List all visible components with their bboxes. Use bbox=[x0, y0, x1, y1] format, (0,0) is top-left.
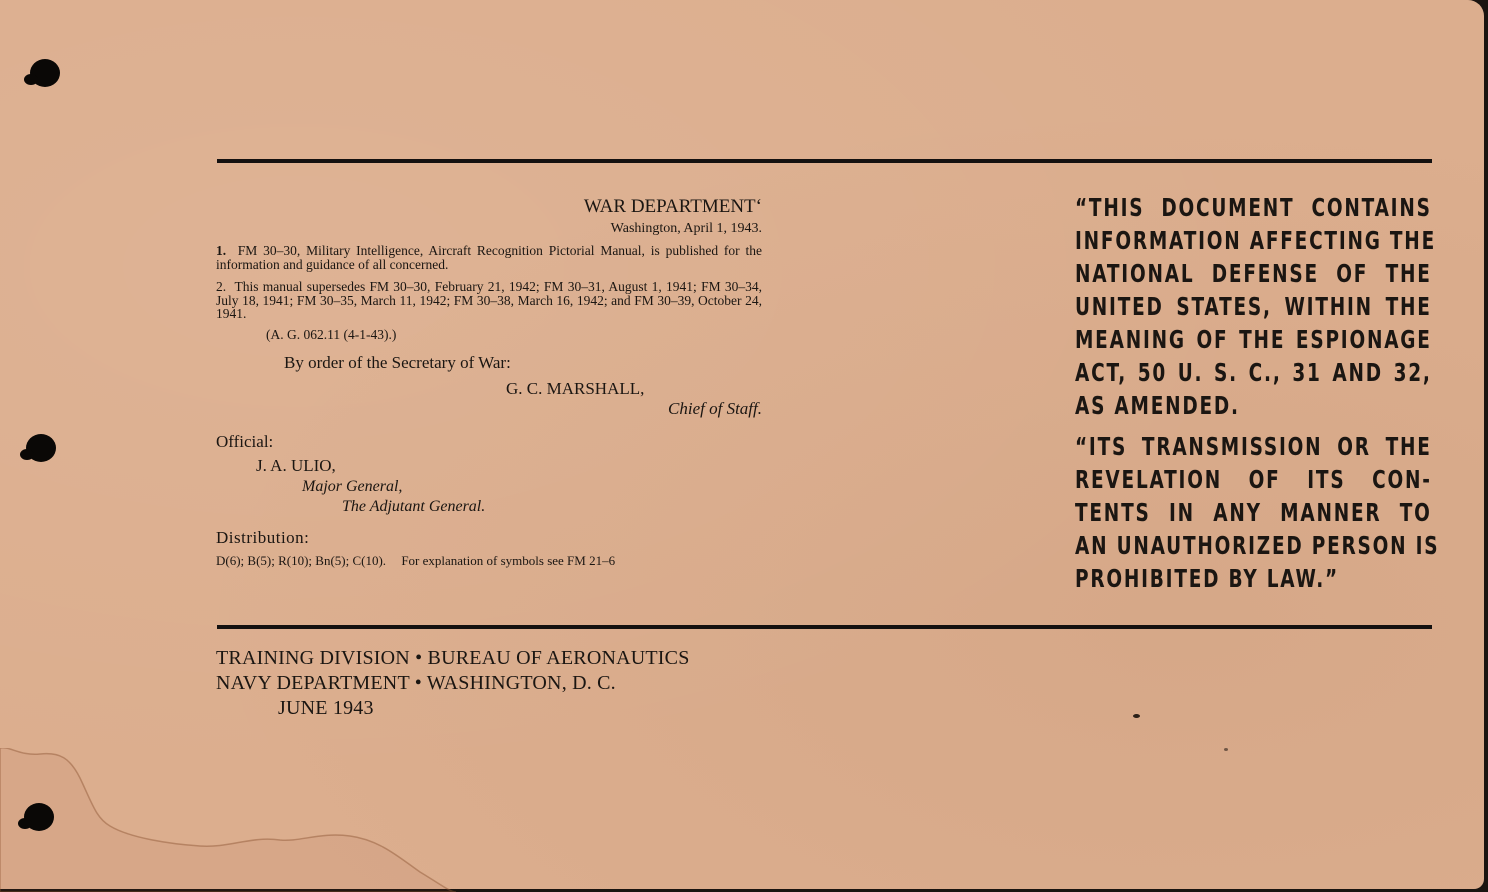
warning-line: TENTS IN ANY MANNER TO bbox=[1075, 498, 1432, 527]
footer-date: JUNE 1943 bbox=[278, 697, 374, 719]
paragraph-1 bbox=[216, 244, 762, 271]
warning-line: REVELATION OF ITS CON- bbox=[1075, 465, 1432, 494]
punch-hole-middle bbox=[26, 434, 56, 462]
footer-line-2: NAVY DEPARTMENT • WASHINGTON, D. C. bbox=[216, 672, 616, 694]
punch-hole-bottom bbox=[24, 803, 54, 831]
paragraph-text: This manual supersedes FM 30–30, February 21, 1942; FM 30–31, August 1, 1941; FM 30–34, July 18, 1941; FM 30–35, March 11, 1942; FM 30–38, March 16, 1942; and FM 30–39, October 24, 1941. bbox=[216, 279, 762, 321]
espionage-warning bbox=[1075, 191, 1440, 595]
department-heading: WAR DEPARTMENT‘ bbox=[583, 196, 762, 217]
warning-line: PROHIBITED BY LAW.” bbox=[1075, 564, 1339, 593]
by-order-line: By order of the Secretary of War: bbox=[284, 352, 511, 372]
official-rank: Major General, bbox=[302, 477, 403, 495]
paragraph-number: 1. bbox=[216, 243, 227, 258]
distribution-label: Distribution: bbox=[216, 527, 310, 547]
warning-line: MEANING OF THE ESPIONAGE bbox=[1075, 325, 1432, 354]
warning-line: ACT, 50 U. S. C., 31 AND 32, bbox=[1075, 358, 1432, 387]
paragraph-text: FM 30–30, Military Intelligence, Aircraft Recognition Pictorial Manual, is published for the information and guidance of all concerned. bbox=[216, 243, 763, 272]
distribution-codes: D(6); B(5); R(10); Bn(5); C(10). bbox=[216, 552, 387, 568]
official-name: J. A. ULIO, bbox=[256, 455, 336, 475]
signatory-title: Chief of Staff. bbox=[668, 398, 762, 418]
paragraph-number: 2. bbox=[216, 279, 227, 294]
ink-speck bbox=[1133, 714, 1140, 718]
water-stain bbox=[0, 748, 460, 892]
distribution-line bbox=[216, 551, 762, 571]
warning-line: AS AMENDED. bbox=[1075, 391, 1240, 420]
warning-line: UNITED STATES, WITHIN THE bbox=[1075, 292, 1432, 321]
distribution-explanation: For explanation of symbols see FM 21–6 bbox=[401, 552, 616, 568]
punch-hole-top bbox=[30, 59, 60, 87]
signatory-name: G. C. MARSHALL, bbox=[506, 378, 645, 398]
warning-line: “THIS DOCUMENT CONTAINS bbox=[1075, 193, 1432, 222]
authorization-block bbox=[216, 190, 762, 571]
paragraph-2 bbox=[216, 280, 762, 321]
ag-reference: (A. G. 062.11 (4-1-43).) bbox=[266, 326, 397, 342]
official-label: Official: bbox=[216, 431, 274, 451]
warning-line: INFORMATION AFFECTING THE bbox=[1075, 226, 1436, 255]
official-title: The Adjutant General. bbox=[342, 497, 486, 515]
publisher-footer bbox=[216, 646, 690, 721]
ink-speck bbox=[1224, 748, 1228, 751]
bottom-rule bbox=[217, 625, 1432, 629]
warning-line: NATIONAL DEFENSE OF THE bbox=[1075, 259, 1432, 288]
warning-spacer bbox=[1075, 422, 1339, 430]
place-date: Washington, April 1, 1943. bbox=[610, 221, 762, 236]
warning-line: AN UNAUTHORIZED PERSON IS bbox=[1075, 531, 1440, 560]
warning-line: “ITS TRANSMISSION OR THE bbox=[1075, 432, 1432, 461]
footer-line-1: TRAINING DIVISION • BUREAU OF AERONAUTICS bbox=[216, 647, 690, 669]
top-rule bbox=[217, 159, 1432, 163]
